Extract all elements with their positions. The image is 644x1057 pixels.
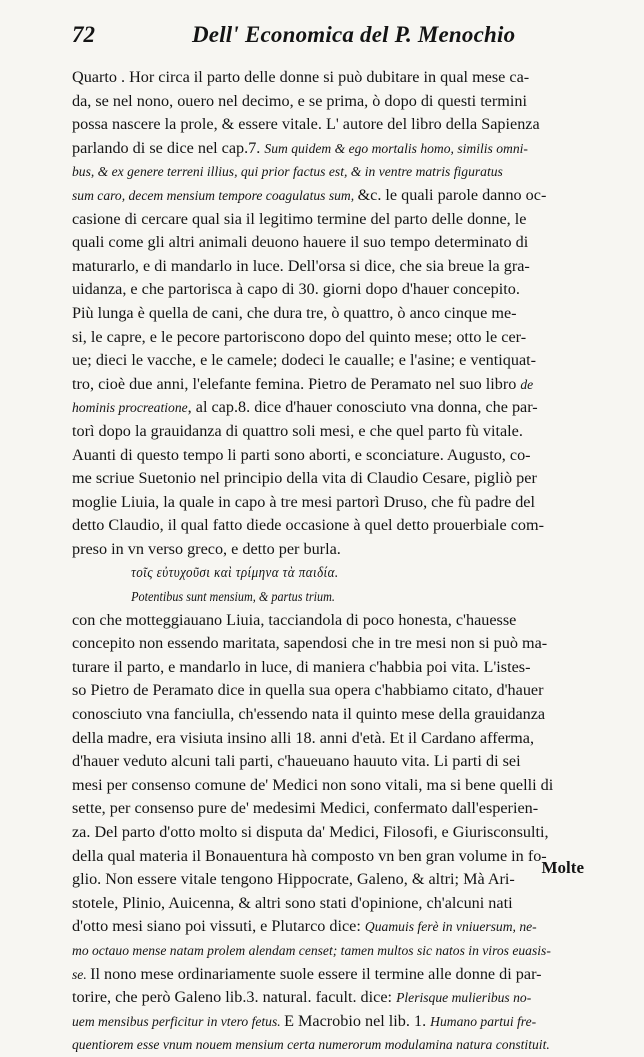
latin-quote-segment: uem mensibus perficitur in vtero fetus. (72, 1013, 285, 1029)
latin-quote-segment: se. (72, 966, 91, 982)
latin-quote-segment: de (520, 376, 534, 392)
text-line (72, 727, 592, 751)
text-line (72, 467, 592, 491)
text-line (72, 255, 592, 279)
text-line (72, 868, 592, 892)
text-segment: parlando di se dice nel cap.7. (72, 138, 265, 157)
latin-quote-segment: Plerisque mulieribus no- (396, 990, 532, 1006)
text-line (72, 939, 592, 963)
text-segment: Quarto . Hor circa il parto delle donne si può dubitare in qual mese ca- (72, 68, 530, 86)
text-segment: con che motteggiauano Liuia, tacciandola di poco honesta, c'hauesse (72, 610, 517, 629)
text-line (72, 986, 592, 1010)
text-line (72, 208, 592, 232)
latin-verse-text: Potentibus sunt mensium, & partus trium. (131, 590, 335, 606)
text-line (72, 609, 592, 633)
text-segment: casione di cercare qual sia il legitimo termine del parto delle donne, le (72, 209, 527, 228)
text-segment: conosciuto vna fanciulla, ch'essendo nata il quinto mese della grauidanza (72, 705, 546, 724)
text-segment: si, le capre, e le pecore partoriscono dopo del quinto mese; otto le cer- (72, 327, 527, 346)
text-segment: , al cap.8. dice d'hauer conosciuto vna donna, che par- (187, 398, 538, 417)
text-segment: glio. Non essere vitale tengono Hippocrate, Galeno, & altri; Mà Ari- (72, 870, 515, 889)
text-segment: d'hauer veduto alcuni tali parti, c'haueuano hauuto vita. Li parti di sei (72, 752, 521, 771)
text-segment: torire, che però Galeno lib.3. natural. facult. dice: (72, 988, 397, 1007)
latin-quote-segment: Quamuis ferè in vniuersum, ne- (364, 919, 537, 935)
text-segment: concepito non essendo maritata, sapendosi che in tre mesi non si può ma- (72, 634, 548, 653)
text-line (72, 821, 592, 845)
text-segment: Il nono mese ordinariamente suole essere il termine alle donne di par- (90, 964, 542, 983)
text-segment: tro, cioè due anni, l'elefante femina. Pietro de Peramato nel suo libro (72, 374, 521, 393)
text-segment: &c. le quali parole danno oc- (357, 185, 547, 204)
text-line (72, 231, 592, 255)
text-line (72, 774, 592, 798)
text-line (72, 1010, 592, 1034)
text-line (72, 302, 592, 326)
latin-verse (72, 585, 524, 609)
text-segment: so Pietro de Peramato dice in quella sua opera c'habbiamo citato, d'hauer (72, 681, 544, 700)
page-number: 72 (72, 22, 95, 47)
text-line (72, 184, 592, 208)
latin-quote-segment: Sum quidem & ego mortalis homo, similis omni- (264, 140, 528, 156)
text-segment: maturarlo, e di mandarlo in luce. Dell'orsa si dice, che sia breue la gra- (72, 256, 530, 275)
body-text-continued (72, 609, 592, 1057)
text-segment: stotele, Plinio, Auicenna, & altri sono stati d'opinione, ch'alcuni nati (72, 893, 513, 912)
text-segment: detto Claudio, il qual fatto diede occasione à quel detto prouerbiale com- (72, 516, 544, 535)
text-line (72, 396, 592, 420)
text-line (72, 632, 592, 656)
latin-quote-segment: sum caro, decem mensium tempore coagulatus sum, (72, 187, 358, 203)
text-segment: E Macrobio nel lib. 1. (284, 1011, 431, 1030)
text-segment: quali come gli altri animali deuono hauere il suo tempo determinato di (72, 233, 529, 252)
text-segment: moglie Liuia, la quale in capo à tre mesi partorì Druso, che fù padre del (72, 492, 535, 511)
text-line (72, 797, 592, 821)
text-line (72, 491, 592, 515)
text-line (72, 66, 592, 90)
latin-quote-segment: Humano partui fre- (430, 1013, 537, 1029)
page-header (72, 22, 592, 66)
text-line (72, 679, 592, 703)
text-segment: Più lunga è quella de cani, che dura tre, ò quattro, ò anco cinque me- (72, 303, 517, 322)
text-segment: d'otto mesi siano poi vissuti, e Plutarco dice: (72, 917, 365, 936)
text-segment: ue; dieci le vacche, e le camele; dodeci le caualle; e l'asine; e ventiquat- (72, 351, 537, 370)
text-segment: mesi per consenso comune de' Medici non sono vitali, ma si bene quelli di (72, 775, 554, 794)
text-line (72, 160, 592, 184)
text-line (72, 326, 592, 350)
latin-quote-segment: bus, & ex genere terreni illius, qui prior factus est, & in ventre matris figuratus (72, 164, 503, 180)
text-line (72, 656, 592, 680)
text-segment: sette, per consenso pure de' medesimi Medici, confermato dall'esperien- (72, 799, 539, 818)
text-segment: turare il parto, e mandarlo in luce, di maniera c'habbia poi vita. L'istes- (72, 657, 531, 676)
text-line (72, 349, 592, 373)
text-segment: me scriue Suetonio nel principio della vita di Claudio Cesare, pigliò per (72, 469, 537, 488)
text-segment: preso in vn verso greco, e detto per burla. (72, 539, 341, 558)
catchword: Molte (541, 858, 584, 877)
text-line (72, 845, 592, 869)
text-segment: Auanti di questo tempo li parti sono aborti, e sconciature. Augusto, co- (72, 445, 531, 464)
text-line (72, 420, 592, 444)
text-line (72, 137, 592, 161)
text-segment: della qual materia il Bonauentura hà composto vn ben gran volume in fo- (72, 846, 547, 865)
latin-quote-segment: hominis procreatione (72, 400, 188, 416)
text-line (72, 278, 592, 302)
text-line (72, 514, 592, 538)
text-line (72, 892, 592, 916)
text-line (72, 113, 592, 137)
latin-quote-segment: quentiorem esse vnum nouem mensium certa numerorum modulamina natura constituit. (72, 1037, 550, 1053)
text-line (72, 90, 592, 114)
latin-quote-segment: mo octauo mense natam prolem alendam censet; tamen multos sic natos in viros euasis- (72, 942, 551, 958)
text-segment: da, se nel nono, ouero nel decimo, e se prima, ò dopo di questi termini (72, 91, 527, 110)
text-line (72, 444, 592, 468)
greek-verse-text: τοῖς εὐτυχοῦσι καὶ τρίμηνα τὰ παιδία. (131, 565, 339, 582)
text-line (72, 963, 592, 987)
greek-verse (72, 561, 524, 585)
text-segment: za. Del parto d'otto molto si disputa da' Medici, Filosofi, e Giurisconsulti, (72, 823, 549, 841)
text-line (72, 538, 592, 562)
text-line (72, 373, 592, 397)
body-text (72, 66, 592, 561)
text-segment: possa nascere la prole, & essere vitale. L' autore del libro della Sapienza (72, 115, 540, 134)
text-line (72, 750, 592, 774)
text-segment: uidanza, e che partorisca à capo di 30. giorni dopo d'hauer concepito. (72, 280, 520, 299)
text-line (72, 703, 592, 727)
running-title: Dell' Economica del P. Menochio (192, 22, 516, 47)
text-line (72, 1033, 592, 1057)
text-segment: della madre, era visiuta insino alli 18. anni d'età. Et il Cardano afferma, (72, 728, 535, 747)
text-segment: torì dopo la grauidanza di quattro soli mesi, e che quel parto fù vitale. (72, 421, 523, 440)
text-line (72, 915, 592, 939)
